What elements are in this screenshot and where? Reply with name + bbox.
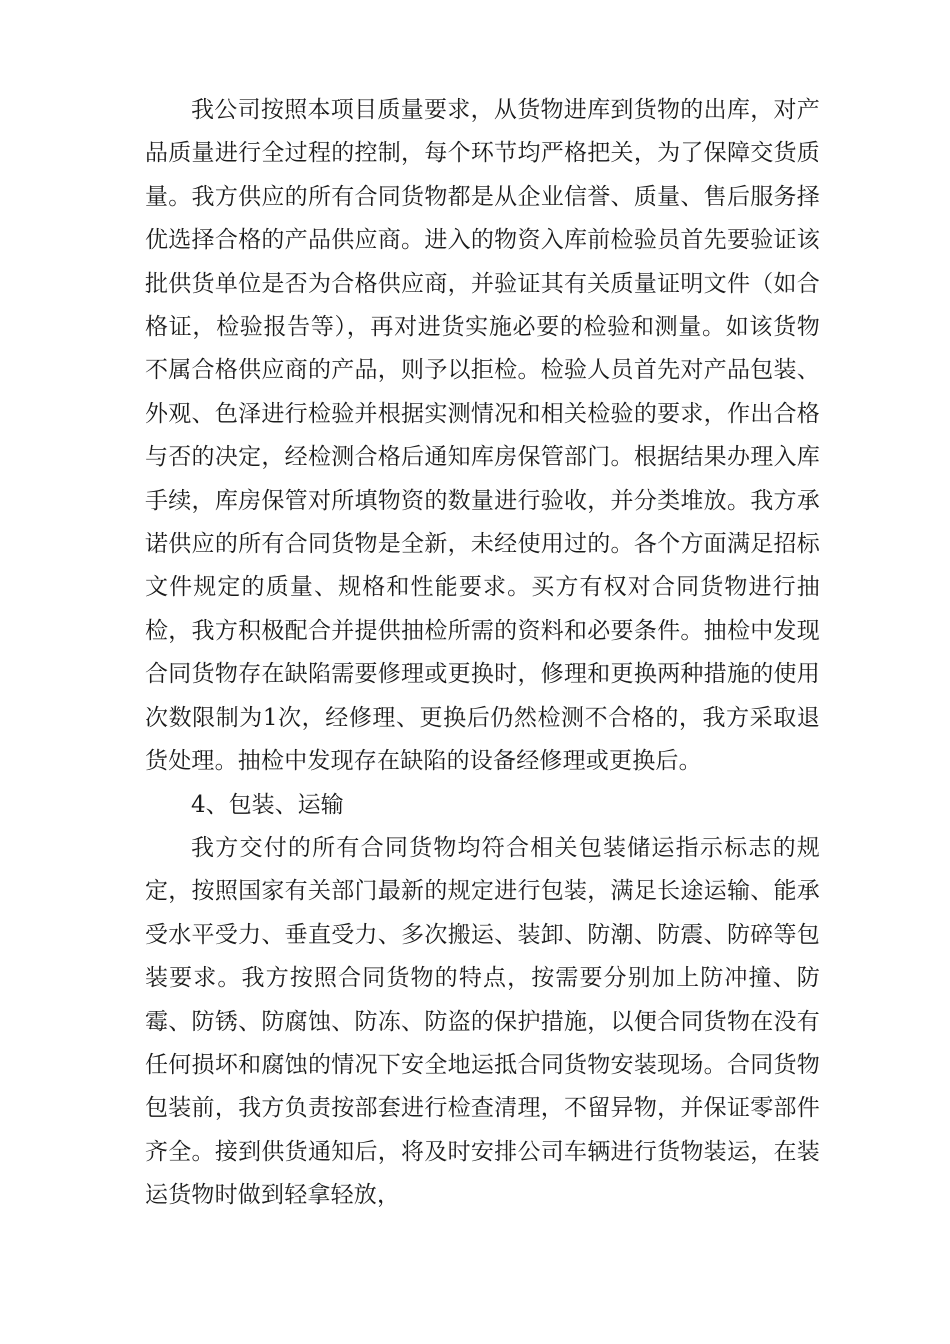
document-body [145,89,820,1218]
packaging-transport-paragraph: 我方交付的所有合同货物均符合相关包装储运指示标志的规定，按照国家有关部门最新的规定进行包装，满足长途运输、能承受水平受力、垂直受力、多次搬运、装卸、防潮、防震、防碎等包装要求。我方按照合同货物的特点，按需要分别加上防冲撞、防霉、防锈、防腐蚀、防冻、防盗的保护措施，以便合同货物在没有任何损坏和腐蚀的情况下安全地运抵合同货物安装现场。合同货物包装前，我方负责按部套进行检查清理，不留异物，并保证零部件齐全。接到供货通知后，将及时安排公司车辆进行货物装运，在装运货物时做到轻拿轻放， [145,834,820,1209]
quality-control-paragraph: 我公司按照本项目质量要求，从货物进库到货物的出库，对产品质量进行全过程的控制，每个环节均严格把关，为了保障交货质量。我方供应的所有合同货物都是从企业信誉、质量、售后服务择优选择合格的产品供应商。进入的物资入库前检验员首先要验证该批供货单位是否为合格供应商，并验证其有关质量证明文件（如合格证，检验报告等），再对进货实施必要的检验和测量。如该货物不属合格供应商的产品，则予以拒检。检验人员首先对产品包装、外观、色泽进行检验并根据实测情况和相关检验的要求，作出合格与否的决定，经检测合格后通知库房保管部门。根据结果办理入库手续，库房保管对所填物资的数量进行验收，并分类堆放。我方承诺供应的所有合同货物是全新，未经使用过的。各个方面满足招标文件规定的质量、规格和性能要求。买方有权对合同货物进行抽检，我方积极配合并提供抽检所需的资料和必要条件。抽检中发现合同货物存在缺陷需要修理或更换时，修理和更换两种措施的使用次数限制为1次，经修理、更换后仍然检测不合格的，我方采取退货处理。抽检中发现存在缺陷的设备经修理或更换后。 [145,97,820,775]
packaging-transport-heading: 4、包装、运输 [191,791,344,818]
